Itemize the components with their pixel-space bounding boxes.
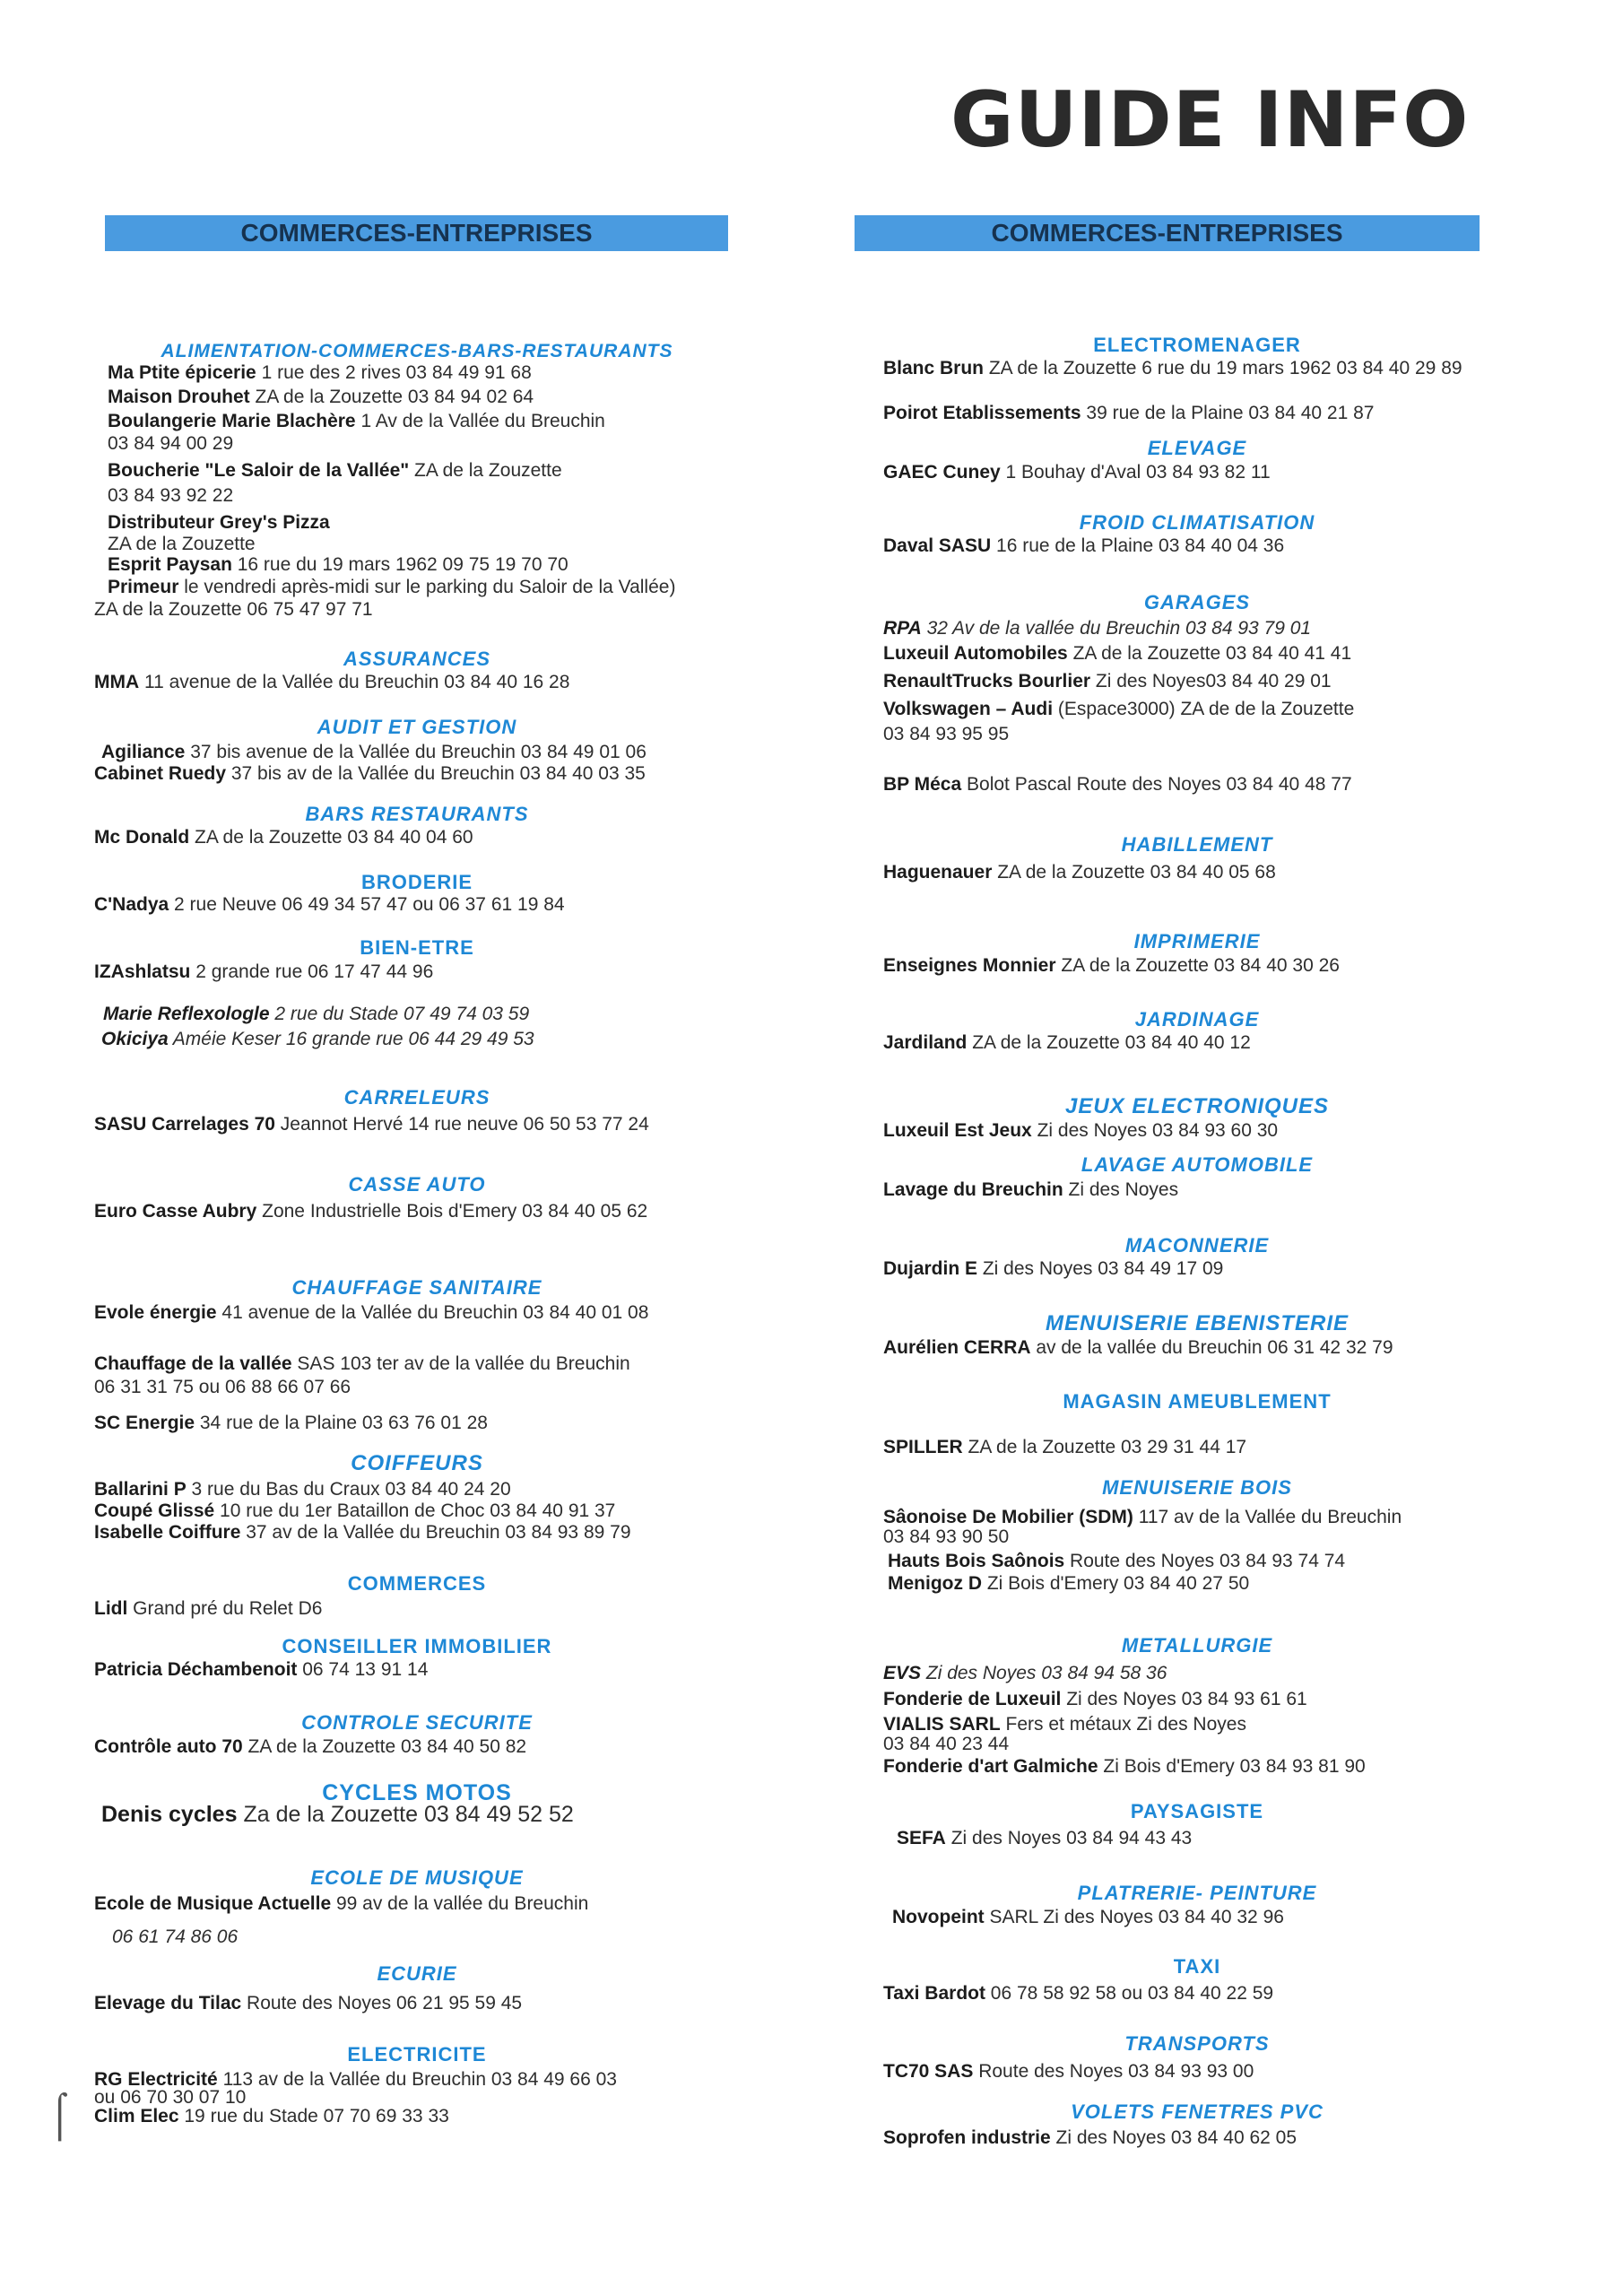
business-details: 16 rue de la Plaine 03 84 40 04 36 [991, 535, 1285, 556]
category-heading: METALLURGIE [1121, 1634, 1273, 1657]
business-details: 37 av de la Vallée du Breuchin 03 84 93 89 79 [240, 1522, 631, 1543]
business-entry [94, 1735, 526, 1759]
business-name: Contrôle auto 70 [94, 1736, 243, 1757]
business-entry [94, 598, 373, 622]
business-entry [94, 671, 569, 694]
business-details: 2 rue du Stade 07 49 74 03 59 [269, 1004, 530, 1024]
category-heading: ELECTRICITE [347, 2043, 487, 2066]
business-name: TC70 SAS [883, 2061, 974, 2082]
business-name: Boucherie "Le Saloir de la Vallée" [108, 460, 410, 481]
business-name: VIALIS SARL [883, 1714, 1001, 1735]
business-name: Poirot Etablissements [883, 403, 1081, 423]
business-details: Jeannot Hervé 14 rue neuve 06 50 53 77 24 [274, 1114, 649, 1135]
business-name: IZAshlatsu [94, 961, 191, 982]
business-entry [883, 2126, 1297, 2150]
category-heading: CHAUFFAGE SANITAIRE [291, 1276, 542, 1299]
business-name: Patricia Déchambenoit [94, 1659, 298, 1680]
business-details: ZA de la Zouzette 6 rue du 19 mars 1962 03 84 40 29 89 [984, 358, 1462, 378]
business-entry [883, 1982, 1273, 2005]
business-details: 19 rue du Stade 07 70 69 33 33 [178, 2106, 449, 2126]
business-details: 2 rue Neuve 06 49 34 57 47 ou 06 37 61 19 84 [169, 894, 565, 915]
business-details: 11 avenue de la Vallée du Breuchin 03 84 40 16 28 [139, 672, 570, 692]
business-name: Luxeuil Automobiles [883, 643, 1068, 664]
business-name: Esprit Paysan [108, 554, 232, 575]
business-entry [883, 1031, 1251, 1055]
business-name: Mc Donald [94, 827, 190, 848]
business-name: Novopeint [892, 1907, 985, 1927]
business-details: SAS 103 ter av de la vallée du Breuchin [291, 1353, 630, 1374]
category-heading: ELECTROMENAGER [1093, 334, 1301, 356]
business-entry [108, 410, 605, 433]
business-name: Distributeur Grey's Pizza [108, 512, 330, 533]
business-name: SC Energie [94, 1413, 195, 1433]
business-name: Elevage du Tilac [94, 1993, 242, 2013]
business-entry [94, 2105, 449, 2128]
business-name: EVS [883, 1663, 922, 1683]
business-name: Okiciya [101, 1029, 169, 1049]
business-name: Lavage du Breuchin [883, 1179, 1063, 1200]
business-entry [108, 459, 562, 483]
business-entry [108, 361, 532, 385]
category-heading: AUDIT ET GESTION [317, 716, 517, 738]
business-name: Jardiland [883, 1032, 968, 1053]
business-entry [883, 1755, 1366, 1779]
category-heading: ALIMENTATION-COMMERCES-BARS-RESTAURANTS [161, 341, 673, 361]
business-details: ou 06 70 30 07 10 [94, 2087, 247, 2108]
category-heading: MACONNERIE [1124, 1234, 1270, 1257]
business-details: 34 rue de la Plaine 03 63 76 01 28 [195, 1413, 488, 1433]
business-entry [883, 2060, 1254, 2083]
business-name: Evole énergie [94, 1302, 217, 1323]
business-entry [112, 1926, 238, 1949]
business-entry [883, 773, 1352, 796]
business-details: 39 rue de la Plaine 03 84 40 21 87 [1081, 403, 1375, 423]
business-name: Isabelle Coiffure [94, 1522, 241, 1543]
business-details: Zi des Noyes 03 84 49 17 09 [977, 1258, 1224, 1279]
business-details: 06 74 13 91 14 [297, 1659, 429, 1680]
business-entry [883, 670, 1332, 693]
category-heading: CASSE AUTO [348, 1173, 486, 1196]
category-heading: COIFFEURS [351, 1451, 483, 1475]
business-entry [883, 954, 1340, 978]
category-heading: BIEN-ETRE [360, 936, 474, 959]
category-heading: GARAGES [1143, 591, 1251, 613]
business-details: 03 84 94 00 29 [108, 433, 234, 454]
business-entry [94, 1113, 649, 1136]
business-name: RPA [883, 618, 922, 639]
business-details: Zi des Noyes [1063, 1179, 1179, 1200]
category-heading: PAYSAGISTE [1130, 1800, 1264, 1822]
business-entry [94, 1352, 630, 1376]
business-entry [108, 511, 330, 535]
business-name: Ma Ptite épicerie [108, 362, 256, 383]
category-heading: MAGASIN AMEUBLEMENT [1063, 1390, 1332, 1413]
category-heading: JEUX ELECTRONIQUES [1064, 1094, 1330, 1118]
business-details: 06 61 74 86 06 [112, 1926, 239, 1947]
business-details: Grand pré du Relet D6 [127, 1598, 323, 1619]
business-name: Hauts Bois Saônois [888, 1551, 1065, 1571]
business-name: Marie Reflexologle [103, 1004, 270, 1024]
business-name: Fonderie de Luxeuil [883, 1689, 1062, 1709]
business-entry [892, 1906, 1284, 1929]
category-heading: ECOLE DE MUSIQUE [310, 1866, 524, 1889]
business-name: Taxi Bardot [883, 1983, 985, 2004]
business-name: Aurélien CERRA [883, 1337, 1031, 1358]
section-header-left: COMMERCES-ENTREPRISES [105, 215, 728, 251]
category-heading: TRANSPORTS [1124, 2032, 1270, 2055]
business-details: 16 rue du 19 mars 1962 09 75 19 70 70 [231, 554, 568, 575]
business-entry [94, 1301, 648, 1325]
business-entry [888, 1550, 1345, 1573]
business-details: 10 rue du 1er Bataillon de Choc 03 84 40 91 37 [214, 1500, 616, 1521]
business-details: 2 grande rue 06 17 47 44 96 [190, 961, 434, 982]
business-details: 99 av de la vallée du Breuchin [331, 1893, 589, 1914]
business-name: Maison Drouhet [108, 387, 250, 407]
business-name: Euro Casse Aubry [94, 1201, 257, 1222]
business-name: Primeur [108, 577, 179, 597]
business-entry [883, 861, 1276, 884]
business-details: Zi des Noyes 03 84 40 62 05 [1050, 2127, 1298, 2148]
business-name: C'Nadya [94, 894, 169, 915]
business-details: Bolot Pascal Route des Noyes 03 84 40 48 77 [961, 774, 1352, 795]
section-header-right: COMMERCES-ENTREPRISES [855, 215, 1480, 251]
business-details: Zi des Noyes 03 84 94 43 43 [945, 1828, 1193, 1848]
business-details: ZA de la Zouzette 03 84 94 02 64 [249, 387, 534, 407]
business-entry [94, 1658, 428, 1682]
business-entry [94, 1200, 647, 1223]
business-entry [94, 961, 433, 984]
business-details: le vendredi après-midi sur le parking du Saloir de la Vallée) [178, 577, 676, 597]
business-details: ZA de la Zouzette [409, 460, 562, 481]
business-entry [897, 1827, 1192, 1850]
business-name: Coupé Glissé [94, 1500, 215, 1521]
business-details: 1 Av de la Vallée du Breuchin [355, 411, 605, 431]
business-name: Ecole de Musique Actuelle [94, 1893, 332, 1914]
business-name: Dujardin E [883, 1258, 978, 1279]
business-name: Haguenauer [883, 862, 993, 883]
business-entry [101, 1028, 534, 1051]
business-entry [108, 576, 675, 599]
business-details: 37 bis avenue de la Vallée du Breuchin 03 84 49 01 06 [185, 742, 647, 762]
business-details: Zi des Noyes 03 84 94 58 36 [921, 1663, 1167, 1683]
business-details: ZA de la Zouzette 03 29 31 44 17 [962, 1437, 1247, 1457]
business-name: Daval SASU [883, 535, 992, 556]
business-name: RenaultTrucks Bourlier [883, 671, 1091, 691]
business-entry [101, 741, 647, 764]
business-entry [883, 1733, 1009, 1756]
business-details: Zi des Noyes 03 84 93 60 30 [1031, 1120, 1279, 1141]
business-details: 03 84 93 90 50 [883, 1526, 1010, 1547]
pen-mark: ⌠ [47, 2091, 73, 2138]
business-details: 06 31 31 75 ou 06 88 66 07 66 [94, 1377, 352, 1397]
business-name: BP Méca [883, 774, 962, 795]
business-name: MMA [94, 672, 140, 692]
business-entry [883, 617, 1311, 640]
business-name: Blanc Brun [883, 358, 985, 378]
category-heading: ASSURANCES [343, 648, 491, 670]
business-entry [883, 1336, 1393, 1360]
business-entry [94, 1992, 522, 2015]
business-details: (Espace3000) ZA de de la Zouzette [1053, 699, 1355, 719]
business-name: Clim Elec [94, 2106, 179, 2126]
business-name: Ballarini P [94, 1479, 187, 1500]
business-details: Zi Bois d'Emery 03 84 40 27 50 [982, 1573, 1250, 1594]
category-heading: MENUISERIE BOIS [1102, 1476, 1292, 1499]
business-name: Luxeuil Est Jeux [883, 1120, 1032, 1141]
business-entry [108, 386, 534, 409]
business-details: SARL Zi des Noyes 03 84 40 32 96 [984, 1907, 1284, 1927]
business-entry [101, 1803, 574, 1826]
page-title: GUIDE INFO [950, 75, 1470, 165]
business-name: SASU Carrelages 70 [94, 1114, 275, 1135]
category-heading: COMMERCES [347, 1572, 487, 1595]
business-name: Boulangerie Marie Blachère [108, 411, 356, 431]
business-name: Agiliance [101, 742, 186, 762]
business-details: ZA de la Zouzette 03 84 40 40 12 [967, 1032, 1251, 1053]
business-details: 41 avenue de la Vallée du Breuchin 03 84 40 01 08 [216, 1302, 649, 1323]
business-details: 1 Bouhay d'Aval 03 84 93 82 11 [1000, 462, 1271, 483]
business-entry [94, 1597, 322, 1621]
business-entry [94, 1376, 351, 1399]
business-entry [883, 1662, 1167, 1685]
business-name: Chauffage de la vallée [94, 1353, 292, 1374]
business-details: Améie Keser 16 grande rue 06 44 29 49 53 [168, 1029, 534, 1049]
business-details: Zi des Noyes 03 84 93 61 61 [1061, 1689, 1307, 1709]
business-entry [108, 484, 233, 508]
business-entry [883, 1688, 1307, 1711]
business-details: 113 av de la Vallée du Breuchin 03 84 49 66 03 [217, 2069, 617, 2090]
business-details: ZA de la Zouzette 03 84 40 50 82 [242, 1736, 527, 1757]
business-name: Soprofen industrie [883, 2127, 1051, 2148]
business-details: Fers et métaux Zi des Noyes [1000, 1714, 1246, 1735]
business-name: Denis cycles [101, 1802, 238, 1827]
business-details: 03 84 93 95 95 [883, 724, 1010, 744]
category-heading: CARRELEURS [343, 1086, 490, 1109]
business-details: 37 bis av de la Vallée du Breuchin 03 84 40 03 35 [226, 763, 646, 784]
business-details: 1 rue des 2 rives 03 84 49 91 68 [256, 362, 532, 383]
business-entry [883, 461, 1271, 484]
business-details: Zi des Noyes03 84 40 29 01 [1090, 671, 1332, 691]
business-details: Zone Industrielle Bois d'Emery 03 84 40 05 62 [256, 1201, 648, 1222]
business-details: 3 rue du Bas du Craux 03 84 40 24 20 [186, 1479, 511, 1500]
business-entry [883, 535, 1284, 558]
business-name: SPILLER [883, 1437, 963, 1457]
business-details: Zi Bois d'Emery 03 84 93 81 90 [1098, 1756, 1366, 1777]
business-details: ZA de la Zouzette 03 84 40 41 41 [1067, 643, 1352, 664]
business-entry [94, 1892, 588, 1916]
business-name: SEFA [897, 1828, 946, 1848]
business-entry [883, 1526, 1009, 1549]
business-details: Route des Noyes 03 84 93 93 00 [973, 2061, 1254, 2082]
business-details: Route des Noyes 03 84 93 74 74 [1064, 1551, 1346, 1571]
category-heading: HABILLEMENT [1121, 833, 1273, 856]
business-entry [94, 1412, 488, 1435]
business-details: 06 78 58 92 58 ou 03 84 40 22 59 [985, 1983, 1274, 2004]
business-entry [883, 698, 1354, 721]
business-entry [108, 553, 568, 577]
business-details: ZA de la Zouzette 03 84 40 04 60 [189, 827, 473, 848]
business-details: 117 av de la Vallée du Breuchin [1133, 1507, 1402, 1527]
business-entry [883, 1436, 1246, 1459]
business-name: Lidl [94, 1598, 128, 1619]
business-name: Enseignes Monnier [883, 955, 1056, 976]
business-name: RG Electricité [94, 2069, 218, 2090]
category-heading: ECURIE [377, 1962, 457, 1985]
category-heading: VOLETS FENETRES PVC [1071, 2100, 1324, 2123]
category-heading: BRODERIE [360, 871, 473, 893]
business-details: av de la vallée du Breuchin 06 31 42 32 79 [1030, 1337, 1393, 1358]
business-name: Menigoz D [888, 1573, 982, 1594]
business-entry [883, 402, 1375, 425]
category-heading: TAXI [1173, 1955, 1221, 1978]
category-heading: MENUISERIE EBENISTERIE [1045, 1311, 1350, 1335]
business-details: Za de la Zouzette 03 84 49 52 52 [237, 1802, 574, 1827]
business-entry [94, 1500, 615, 1523]
business-name: Cabinet Ruedy [94, 763, 227, 784]
category-heading: CONSEILLER IMMOBILIER [282, 1635, 552, 1657]
business-entry [888, 1572, 1249, 1596]
business-entry [883, 1178, 1178, 1202]
business-entry [883, 1119, 1278, 1143]
business-details: ZA de la Zouzette 06 75 47 97 71 [94, 599, 373, 620]
business-entry [883, 642, 1351, 665]
category-heading: FROID CLIMATISATION [1079, 511, 1315, 534]
business-name: Sâonoise De Mobilier (SDM) [883, 1507, 1133, 1527]
business-details: ZA de la Zouzette 03 84 40 05 68 [992, 862, 1276, 883]
business-entry [94, 1478, 511, 1501]
business-entry [94, 826, 473, 849]
business-entry [94, 762, 646, 786]
category-heading: CONTROLE SECURITE [301, 1711, 533, 1734]
business-entry [94, 893, 565, 917]
business-details: ZA de la Zouzette 03 84 40 30 26 [1055, 955, 1340, 976]
category-heading: JARDINAGE [1134, 1008, 1260, 1031]
business-entry [883, 357, 1462, 380]
business-details: Route des Noyes 06 21 95 59 45 [241, 1993, 523, 2013]
business-entry [108, 432, 233, 456]
business-entry [94, 1521, 631, 1544]
business-details: ZA de la Zouzette [108, 534, 256, 554]
category-heading: IMPRIMERIE [1133, 930, 1261, 952]
business-name: Volkswagen – Audi [883, 699, 1054, 719]
category-heading: BARS RESTAURANTS [305, 803, 529, 825]
business-entry [883, 723, 1009, 746]
category-heading: ELEVAGE [1147, 437, 1247, 459]
category-heading: LAVAGE AUTOMOBILE [1081, 1153, 1314, 1176]
business-name: GAEC Cuney [883, 462, 1001, 483]
business-details: 03 84 40 23 44 [883, 1734, 1010, 1754]
business-name: Fonderie d'art Galmiche [883, 1756, 1098, 1777]
category-heading: PLATRERIE- PEINTURE [1077, 1882, 1317, 1904]
business-entry [883, 1257, 1223, 1281]
business-entry [103, 1003, 529, 1026]
business-details: 03 84 93 92 22 [108, 485, 234, 506]
business-details: 32 Av de la vallée du Breuchin 03 84 93 79 01 [921, 618, 1312, 639]
category-heading: CYCLES MOTOS [322, 1780, 512, 1805]
